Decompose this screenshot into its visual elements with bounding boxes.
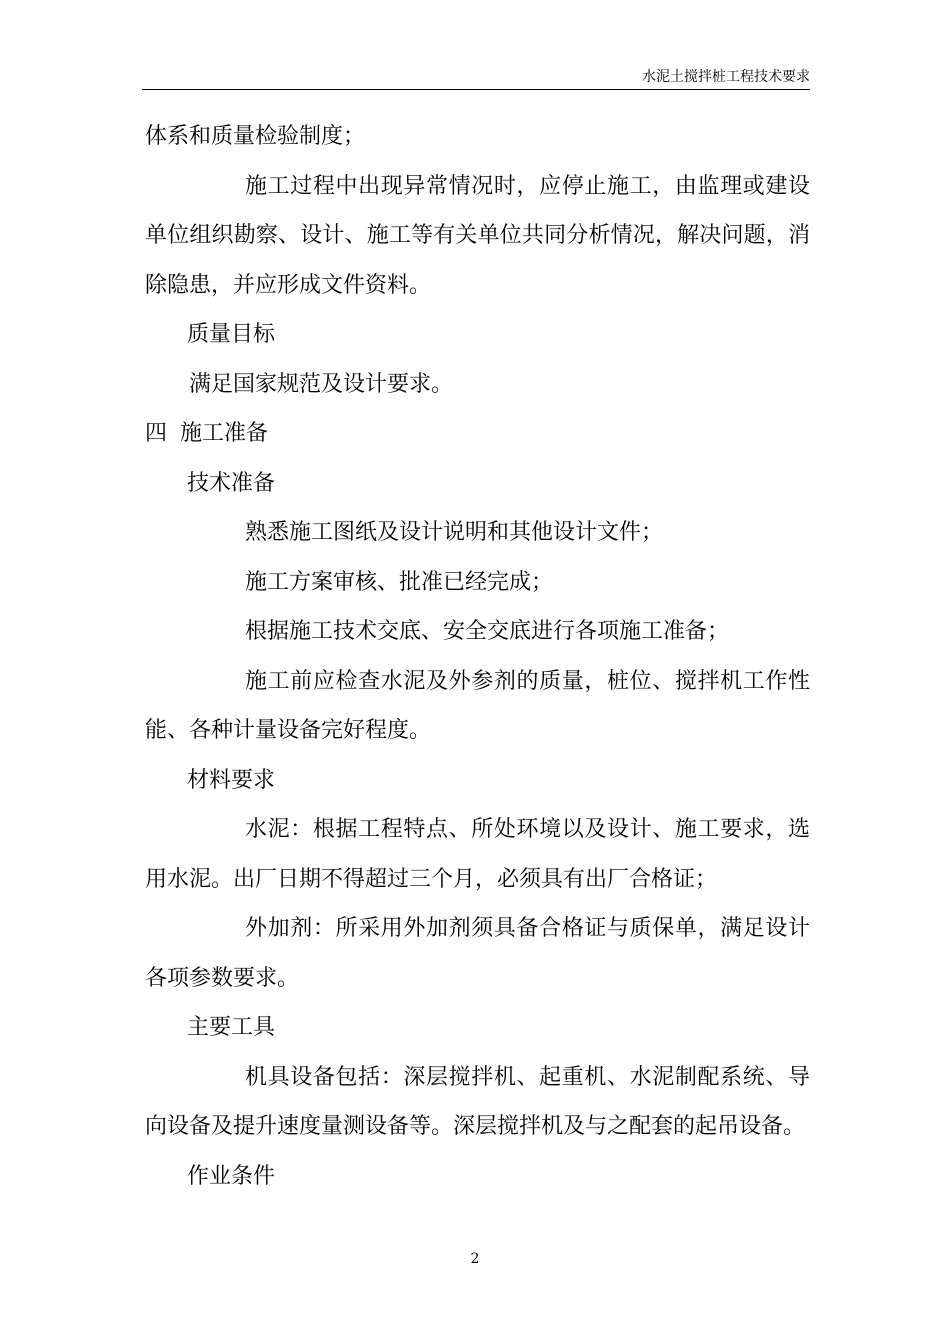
- paragraph-line: 满足国家规范及设计要求。: [189, 371, 454, 397]
- subheading-material-requirements: 材料要求: [187, 767, 276, 793]
- paragraph-line: 机具设备包括：深层搅拌机、起重机、水泥制配系统、导: [245, 1064, 810, 1090]
- paragraph-line: 体系和质量检验制度；: [145, 124, 366, 149]
- paragraph-line: 熟悉施工图纸及设计说明和其他设计文件；: [245, 520, 664, 545]
- section-heading: [145, 409, 810, 459]
- paragraph-line: 水泥：根据工程特点、所处环境以及设计、施工要求，选: [245, 817, 810, 842]
- paragraph-line: 根据施工技术交底、安全交底进行各项施工准备；: [245, 619, 730, 644]
- paragraph-line: 向设备及提升速度量测设备等。深层搅拌机及与之配套的起吊设备。: [145, 1114, 806, 1139]
- paragraph-line: 各项参数要求。: [145, 965, 300, 991]
- section-title: 施工准备: [180, 421, 269, 446]
- subheading-quality-target: 质量目标: [187, 322, 276, 347]
- document-body: [145, 112, 810, 1201]
- section-number: 四: [145, 421, 168, 446]
- subheading-work-conditions: 作业条件: [187, 1163, 276, 1189]
- paragraph-line: 施工前应检查水泥及外参剂的质量，桩位、搅拌机工作性: [245, 668, 810, 694]
- running-header: 水泥土搅拌桩工程技术要求: [642, 69, 810, 85]
- subheading-main-tools: 主要工具: [187, 1015, 276, 1040]
- paragraph-line: 外加剂：所采用外加剂须具备合格证与质保单，满足设计: [245, 916, 810, 941]
- paragraph-line: 除隐患，并应形成文件资料。: [145, 272, 432, 298]
- page-number: 2: [470, 1251, 480, 1267]
- paragraph-line: 施工方案审核、批准已经完成；: [245, 569, 554, 595]
- header-rule: [142, 89, 810, 90]
- paragraph-line: 施工过程中出现异常情况时，应停止施工，由监理或建设: [245, 173, 810, 199]
- paragraph-line: 单位组织勘察、设计、施工等有关单位共同分析情况，解决问题，消: [145, 223, 810, 248]
- paragraph-line: 能、各种计量设备完好程度。: [145, 718, 432, 743]
- paragraph-line: 用水泥。出厂日期不得超过三个月，必须具有出厂合格证；: [145, 866, 718, 892]
- subheading-technical-prep: 技术准备: [187, 470, 276, 496]
